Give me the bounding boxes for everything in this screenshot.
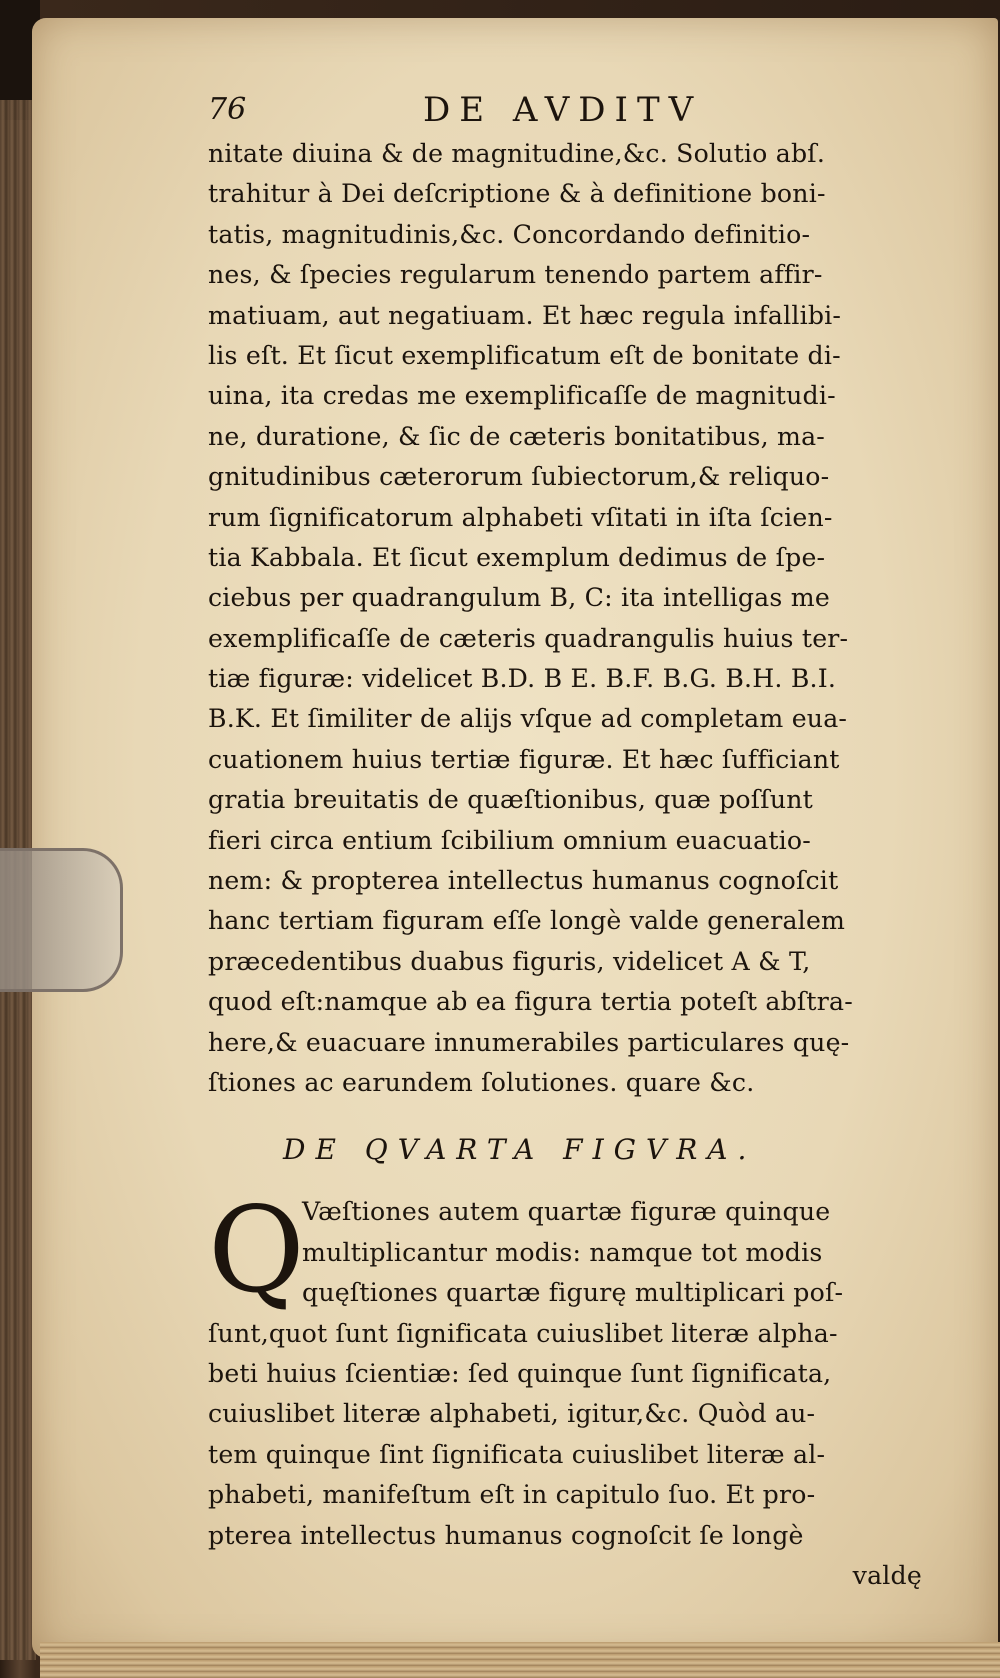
paragraph-2 bbox=[208, 1181, 928, 1596]
page-clip bbox=[0, 848, 123, 992]
text-line: rum ſignificatorum alphabeti vſitati in iſta ſcien- bbox=[208, 502, 833, 532]
catchword: valdę bbox=[852, 1560, 922, 1590]
text-line: hanc tertiam figuram eſſe longè valde generalem bbox=[208, 906, 846, 936]
text-line: fieri circa entium ſcibilium omnium euacuatio- bbox=[208, 825, 812, 855]
text-line: gratia breuitatis de quæſtionibus, quæ poſſunt bbox=[208, 785, 813, 815]
text-line: uina, ita credas me exemplificaſſe de magnitudi- bbox=[208, 381, 836, 411]
text-line: exemplificaſſe de cæteris quadrangulis huius ter- bbox=[208, 623, 849, 653]
text-line: Væſtiones autem quartæ figuræ quinque bbox=[302, 1197, 831, 1227]
text-line: nitate diuina & de magnitudine,&c. Solutio abſ. bbox=[208, 139, 826, 168]
text-line: cuationem huius tertiæ figuræ. Et hæc ſufficiant bbox=[208, 744, 840, 774]
text-line: pterea intellectus humanus cognoſcit ſe longè bbox=[208, 1520, 804, 1550]
section-title: DE QVARTA FIGVRA. bbox=[283, 1133, 757, 1167]
text-line: ne, duratione, & ſic de cæteris bonitatibus, ma- bbox=[208, 421, 825, 451]
text-line: ſtiones ac earundem ſolutiones. quare &c. bbox=[208, 1067, 755, 1097]
text-line: cuiuslibet literæ alphabeti, igitur,&c. Quòd au- bbox=[208, 1399, 816, 1429]
text-line: B.K. Et ſimiliter de alijs vſque ad completam eua- bbox=[208, 704, 848, 734]
text-line: beti huius ſcientiæ: ſed quinque ſunt ſignificata, bbox=[208, 1358, 832, 1388]
text-line: quęſtiones quartæ figurę multiplicari poſ- bbox=[302, 1278, 844, 1308]
page-header bbox=[208, 90, 928, 134]
running-head: DE AVDITV bbox=[423, 90, 703, 130]
page-bottom-edge bbox=[40, 1642, 1000, 1678]
text-line: gnitudinibus cæterorum ſubiectorum,& reliquo- bbox=[208, 462, 830, 492]
text-line: multiplicantur modis: namque tot modis bbox=[302, 1237, 823, 1267]
drop-cap: Q bbox=[208, 1181, 305, 1320]
text-line: matiuam, aut negatiuam. Et hæc regula infallibi- bbox=[208, 300, 842, 330]
text-line: quod eſt:namque ab ea figura tertia poteſt abſtra- bbox=[208, 987, 853, 1017]
text-line: nem: & propterea intellectus humanus cognoſcit bbox=[208, 866, 839, 896]
text-line: lis eſt. Et ſicut exemplificatum eſt de bonitate di- bbox=[208, 340, 841, 370]
text-line: ciebus per quadrangulum B, C: ita intelligas me bbox=[208, 583, 830, 613]
text-line: tatis, magnitudinis,&c. Concordando definitio- bbox=[208, 219, 811, 249]
text-line: nes, & ſpecies regularum tenendo partem affir- bbox=[208, 260, 823, 290]
page-number: 76 bbox=[208, 92, 247, 127]
text-line: tem quinque ſint ſignificata cuiuslibet literæ al- bbox=[208, 1439, 826, 1469]
page-text bbox=[208, 90, 928, 1596]
text-line: præcedentibus duabus figuris, videlicet A & T, bbox=[208, 946, 811, 976]
text-line: here,& euacuare innumerabiles particulares quę- bbox=[208, 1027, 850, 1057]
paragraph-1 bbox=[208, 134, 928, 1103]
text-line: tia Kabbala. Et ſicut exemplum dedimus de ſpe- bbox=[208, 542, 826, 572]
text-line: phabeti, manifeſtum eſt in capitulo ſuo. Et pro- bbox=[208, 1480, 816, 1510]
text-line: tiæ figuræ: videlicet B.D. B E. B.F. B.G. B.H. B.I. bbox=[208, 664, 837, 694]
text-line: ſunt,quot ſunt ſignificata cuiuslibet literæ alpha- bbox=[208, 1318, 838, 1348]
text-line: trahitur à Dei deſcriptione & à definitione boni- bbox=[208, 179, 826, 209]
